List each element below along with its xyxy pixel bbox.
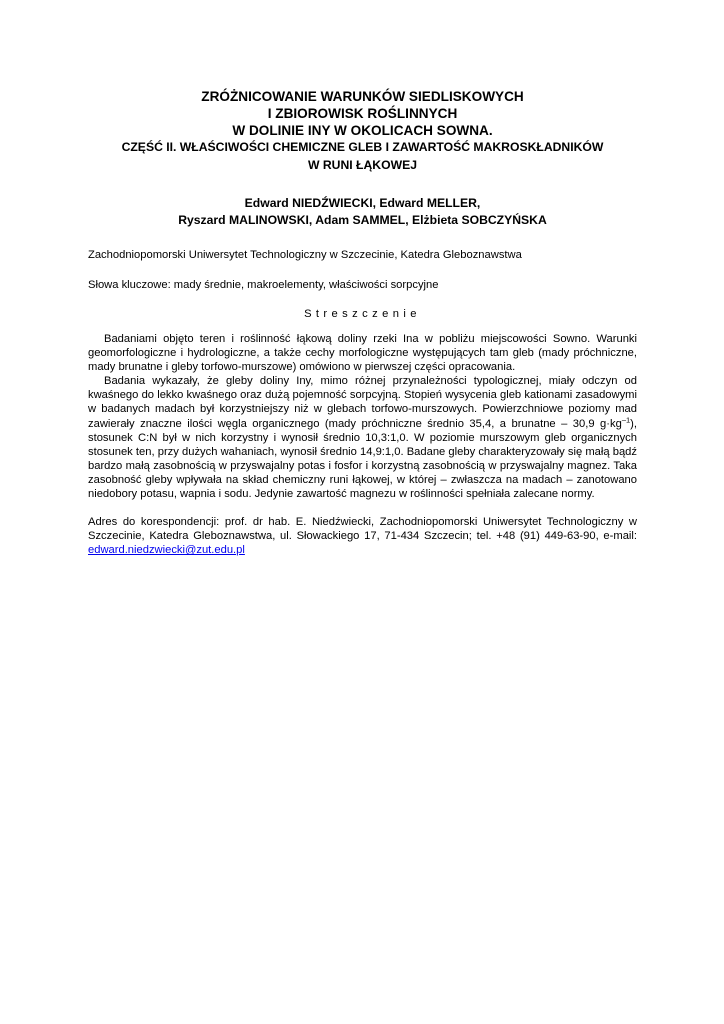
correspondence-address [88,515,637,557]
unit-exponent: –1 [621,414,631,424]
abstract-paragraph-2-end: ), stosunek C:N był w nich korzystny i wynosił średnio 10,3:1,0. W poziomie murszowym gleb organicznych stosunek ten, przy dużych wahaniach, wynosił średnio 14,9:1,0. Badane gleby charakteryzowały się małą bądź bardzo małą zasobnością w przyswajalny potas i fosfor i korzystną zasobnością w przyswajalny magnez. Taka zasobność gleby wpływała na skład chemiczny runi łąkowej, w której – zwłaszcza na madach – zanotowano niedobory potasu, wapnia i sodu. Jedynie zawartość magnezu w roślinności spełniała zalecane normy. [88,417,637,501]
subtitle-line-1: CZĘŚĆ II. WŁAŚCIWOŚCI CHEMICZNE GLEB I ZAWARTOŚĆ MAKROSKŁADNIKÓW [121,140,604,154]
title-line-2: I ZBIOROWISK ROŚLINNYCH [267,106,458,121]
paper-title [88,88,637,174]
paper-page [88,88,637,557]
author-list [88,195,637,229]
affiliation: Zachodniopomorski Uniwersytet Technologiczny w Szczecinie, Katedra Gleboznawstwa [88,249,522,261]
subtitle-line-2: W RUNI ŁĄKOWEJ [307,157,417,172]
title-line-1: ZRÓŻNICOWANIE WARUNKÓW SIEDLISKOWYCH [201,89,524,104]
authors-line-1: Edward NIEDŹWIECKI, Edward MELLER, [244,196,481,210]
title-line-3: W DOLINIE INY W OKOLICACH SOWNA. [232,123,493,138]
authors-line-2: Ryszard MALINOWSKI, Adam SAMMEL, Elżbieta SOBCZYŃSKA [178,213,547,227]
abstract-paragraph-1: Badaniami objęto teren i roślinność łąkową doliny rzeki Ina w pobliżu miejscowości Sowno. Warunki geomorfologiczne i hydrologiczne, a także cechy morfologiczne występujących tam gleb (mady próchniczne, mady brunatne i gleby torfowo-murszowe) omówiono w pierwszej części opracowania. [88,333,637,374]
correspondence-text: Adres do korespondencji: prof. dr hab. E. Niedźwiecki, Zachodniopomorski Uniwersytet Technologiczny w Szczecinie, Katedra Gleboznawstwa, ul. Słowackiego 17, 71-434 Szczecin; tel. +48 (91) 449-63-90, e-mail: [88,516,637,543]
abstract-body [88,332,637,501]
email-link[interactable]: edward.niedzwiecki@zut.edu.pl [88,544,245,557]
abstract-paragraph-2 [88,374,637,501]
abstract-paragraph-2-start: Badania wykazały, że gleby doliny Iny, mimo różnej przynależności typologicznej, miały odczyn od kwaśnego do lekko kwaśnego oraz dużą pojemność sorpcyjną. Stopień wysycenia gleb kationami zasadowymi w badanych madach był korzystniejszy niż w glebach torfowo-murszowych. Powierzchniowe poziomy mad zawierały znaczne ilości węgla organicznego (mady próchniczne średnio 35,4, a brunatne – 30,9 g·kg [88,375,637,430]
keywords: Słowa kluczowe: mady średnie, makroelementy, właściwości sorpcyjne [88,279,439,291]
abstract-heading: Streszczenie [304,308,421,320]
